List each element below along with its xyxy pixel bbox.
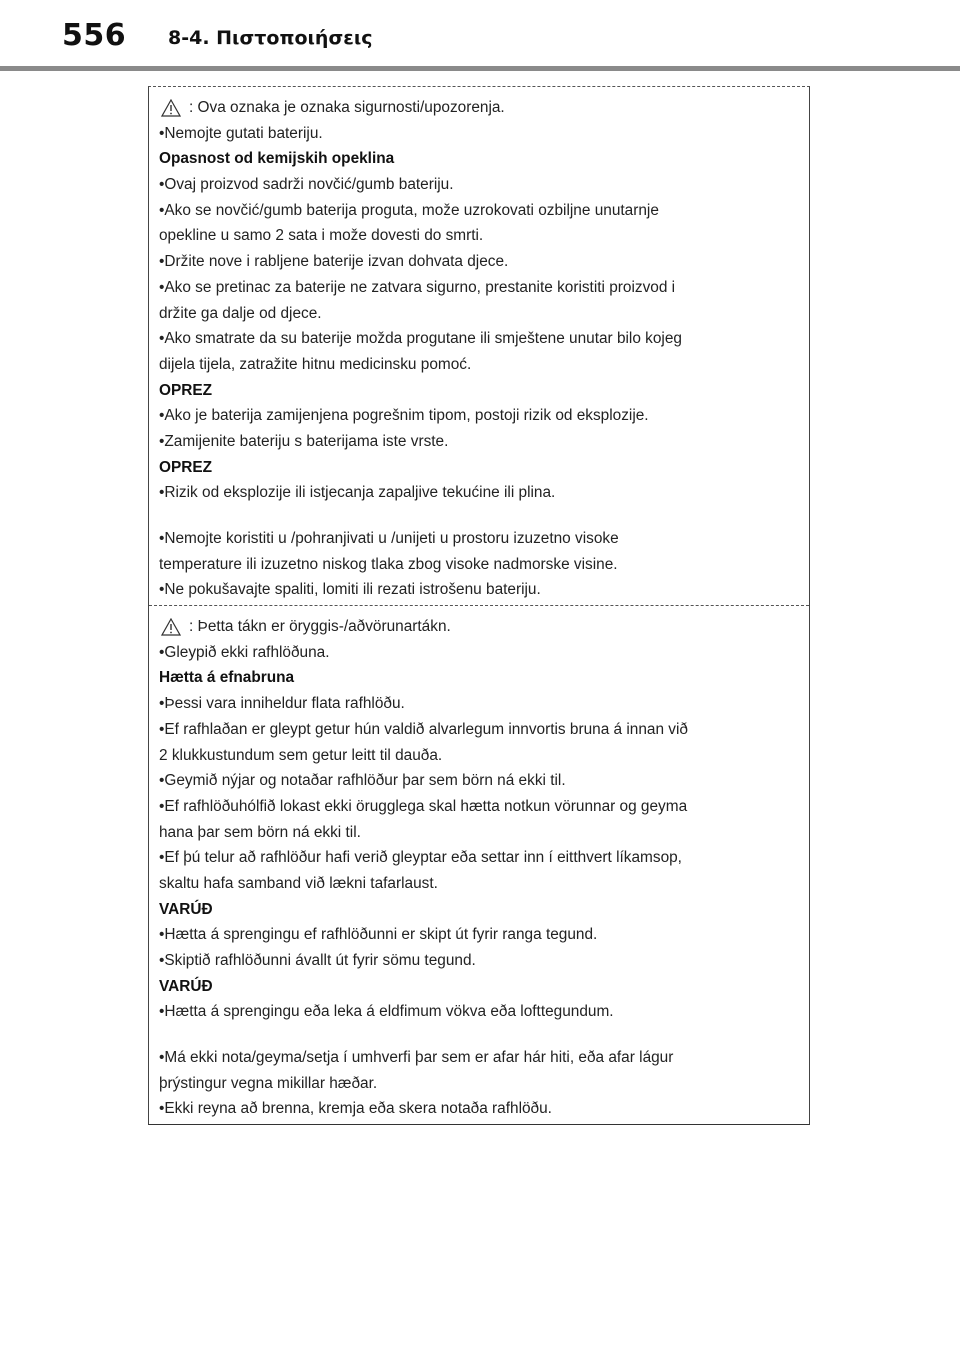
spacer <box>159 1025 799 1045</box>
notice-line: •Zamijenite bateriju s baterijama iste vrste. <box>159 432 449 450</box>
notice-line: þrýstingur vegna mikillar hæðar. <box>159 1074 378 1092</box>
notice-line: •Ako je baterija zamijenjena pogrešnim tipom, postoji rizik od eksplozije. <box>159 407 649 425</box>
warning-triangle-icon <box>161 99 181 117</box>
notice-line: •Hætta á sprengingu ef rafhlöðunni er skipt út fyrir ranga tegund. <box>159 926 598 944</box>
notice-line: •Ako smatrate da su baterije možda progutane ili smještene unutar bilo kojeg <box>159 330 682 348</box>
notice-line: •Ef rafhlaðan er gleypt getur hún valdið alvarlegum innvortis bruna á innan við <box>159 720 688 738</box>
notice-line: •Ef rafhlöðuhólfið lokast ekki örugglega skal hætta notkun vörunnar og geyma <box>159 797 688 815</box>
notice-line: hana þar sem börn ná ekki til. <box>159 823 361 841</box>
notice-line: 2 klukkustundum sem getur leitt til dauða. <box>159 746 443 764</box>
notice-line: •Gleypið ekki rafhlöðuna. <box>159 643 330 661</box>
notice-panel-hr <box>149 87 809 605</box>
page-number: 556 <box>62 18 127 53</box>
notice-line: •Ne pokušavajte spaliti, lomiti ili rezati istrošenu bateriju. <box>159 581 541 599</box>
notice-line: •Držite nove i rabljene baterije izvan dohvata djece. <box>159 253 509 271</box>
notice-line: dijela tijela, zatražite hitnu medicinsku pomoć. <box>159 355 472 373</box>
header-divider <box>0 66 960 71</box>
notice-line: •Rizik od eksplozije ili istjecanja zapaljive tekućine ili plina. <box>159 484 556 502</box>
notice-line: skaltu hafa samband við lækni tafarlaust. <box>159 874 438 892</box>
warning-legend-text: : Ova oznaka je oznaka sigurnosti/upozorenja. <box>189 99 505 116</box>
notice-line: •Má ekki nota/geyma/setja í umhverfi þar sem er afar hár hiti, eða afar lágur <box>159 1049 674 1067</box>
notice-panel-is <box>149 605 809 1124</box>
notice-line: opekline u samo 2 sata i može dovesti do smrti. <box>159 227 484 245</box>
notice-line <box>159 614 799 640</box>
spacer <box>159 506 799 526</box>
notice-line: •Skiptið rafhlöðunni ávallt út fyrir sömu tegund. <box>159 952 476 969</box>
notice-heading: OPREZ <box>159 381 213 399</box>
notice-line: temperature ili izuzetno niskog tlaka zbog visoke nadmorske visine. <box>159 555 618 573</box>
notice-line: •Þessi vara inniheldur flata rafhlöðu. <box>159 695 405 713</box>
notice-heading: VARÚÐ <box>159 977 213 995</box>
notice-heading: Opasnost od kemijskih opeklina <box>159 150 395 168</box>
notice-line: •Ovaj proizvod sadrži novčić/gumb bateriju. <box>159 176 454 194</box>
panel-spacer <box>159 1122 799 1124</box>
notice-line <box>159 95 799 121</box>
notice-heading: VARÚÐ <box>159 900 213 918</box>
notice-line: •Nemojte koristiti u /pohranjivati u /unijeti u prostoru izuzetno visoke <box>159 530 619 547</box>
notice-line: •Ekki reyna að brenna, kremja eða skera notaða rafhlöðu. <box>159 1100 552 1118</box>
notice-line: •Geymið nýjar og notaðar rafhlöður þar sem börn ná ekki til. <box>159 772 566 790</box>
notice-line: •Ako se pretinac za baterije ne zatvara sigurno, prestanite koristiti proizvod i <box>159 278 676 296</box>
notice-heading: Hætta á efnabruna <box>159 669 295 687</box>
page-header <box>0 0 960 72</box>
notice-line: •Nemojte gutati bateriju. <box>159 124 323 142</box>
warning-legend-text: : Þetta tákn er öryggis-/aðvörunartákn. <box>189 618 451 636</box>
battery-safety-notice <box>148 86 810 1125</box>
notice-line: •Ako se novčić/gumb baterija proguta, može uzrokovati ozbiljne unutarnje <box>159 201 659 219</box>
notice-heading: OPREZ <box>159 458 213 476</box>
notice-line: •Hætta á sprengingu eða leka á eldfimum vökva eða lofttegundum. <box>159 1003 614 1021</box>
notice-line: •Ef þú telur að rafhlöður hafi verið gleyptar eða settar inn í eitthvert líkamsop, <box>159 849 682 867</box>
warning-triangle-icon <box>161 618 181 636</box>
notice-line: držite ga dalje od djece. <box>159 304 322 322</box>
section-title: 8-4. Πιστοποιήσεις <box>168 27 373 49</box>
